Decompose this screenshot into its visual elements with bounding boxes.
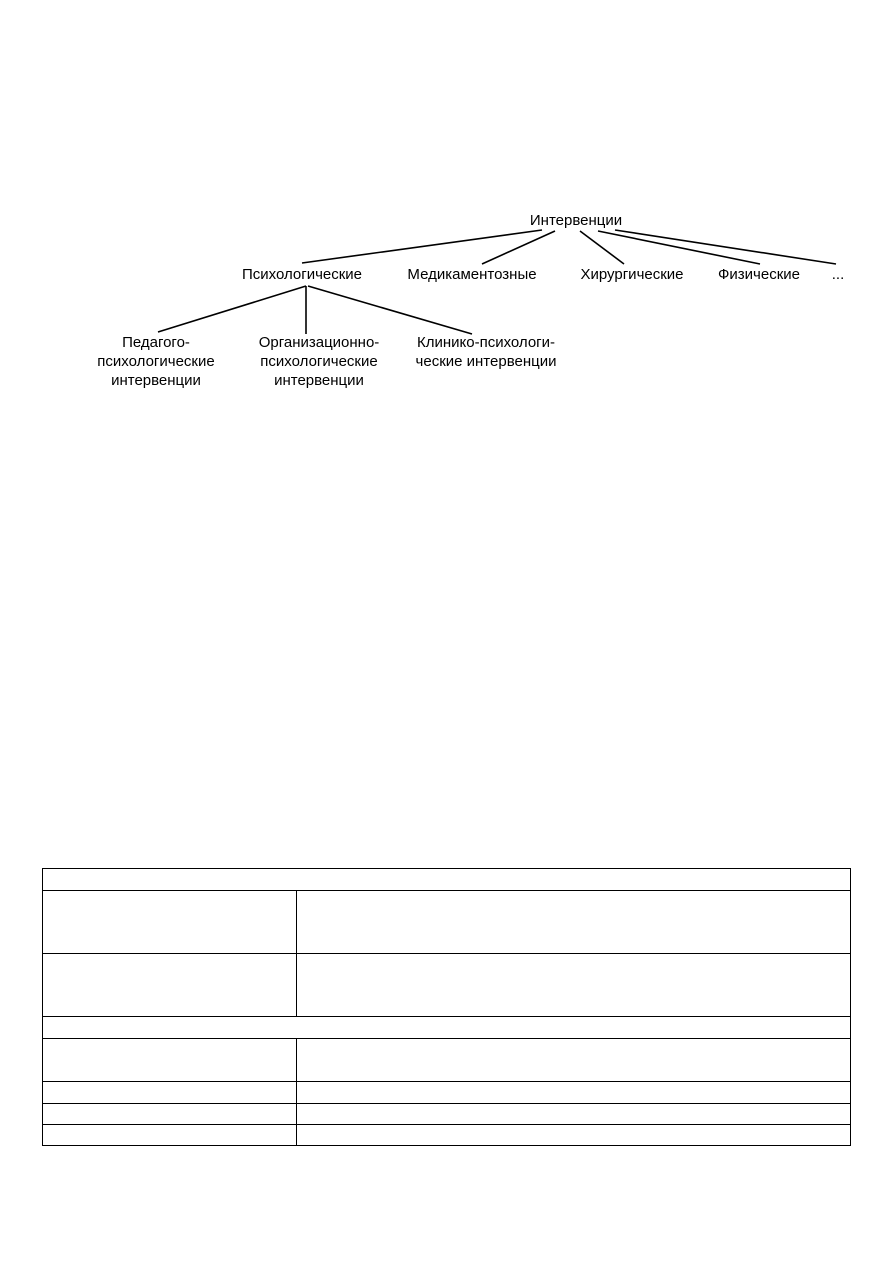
node-surgical: Хирургические xyxy=(580,266,684,283)
intervention-tree-diagram xyxy=(0,0,893,420)
table-cell xyxy=(297,1104,851,1125)
table-row xyxy=(43,1082,851,1104)
node-pedagogical-line-3: интервенции xyxy=(111,372,201,389)
table-row xyxy=(43,891,851,954)
node-pedagogical-line-1: Педагого- xyxy=(122,334,190,351)
table-cell xyxy=(297,1082,851,1104)
table-cell xyxy=(43,869,851,891)
node-organizational-line-3: интервенции xyxy=(274,372,364,389)
node-medication: Медикаментозные xyxy=(407,266,537,283)
node-clinical-line-2: ческие интервенции xyxy=(415,353,557,370)
node-root: Интервенции xyxy=(529,212,623,229)
table-row xyxy=(43,1039,851,1082)
table-row-full xyxy=(43,1017,851,1039)
table-row xyxy=(43,1104,851,1125)
node-other: ... xyxy=(831,266,845,283)
table-cell xyxy=(43,1017,851,1039)
table-cell xyxy=(297,891,851,954)
table-row xyxy=(43,1125,851,1146)
node-clinical xyxy=(416,334,557,370)
table-cell xyxy=(43,1039,297,1082)
node-organizational-line-1: Организационно- xyxy=(258,334,380,351)
edge-root-other xyxy=(615,230,836,264)
node-clinical-line-1: Клинико-психологи- xyxy=(416,334,556,351)
table-cell xyxy=(297,1039,851,1082)
node-psychological: Психологические xyxy=(241,266,363,283)
edge-psych-clinical xyxy=(308,286,472,334)
blank-table xyxy=(42,868,851,1146)
edge-root-psychological xyxy=(302,230,542,263)
table-cell xyxy=(43,1104,297,1125)
edge-root-physical xyxy=(598,231,760,264)
edge-root-surgical xyxy=(580,231,624,264)
table-cell xyxy=(43,954,297,1017)
table-cell xyxy=(43,1125,297,1146)
table-row-full xyxy=(43,869,851,891)
node-physical: Физические xyxy=(718,266,800,283)
table-cell xyxy=(297,1125,851,1146)
node-pedagogical-line-2: психологические xyxy=(97,353,215,370)
node-organizational-line-2: психологические xyxy=(260,353,378,370)
node-pedagogical xyxy=(97,334,214,389)
edge-psych-pedagogical xyxy=(158,286,306,332)
table-cell xyxy=(297,954,851,1017)
table-cell xyxy=(43,1082,297,1104)
table-cell xyxy=(43,891,297,954)
node-organizational xyxy=(259,334,380,389)
table-row xyxy=(43,954,851,1017)
